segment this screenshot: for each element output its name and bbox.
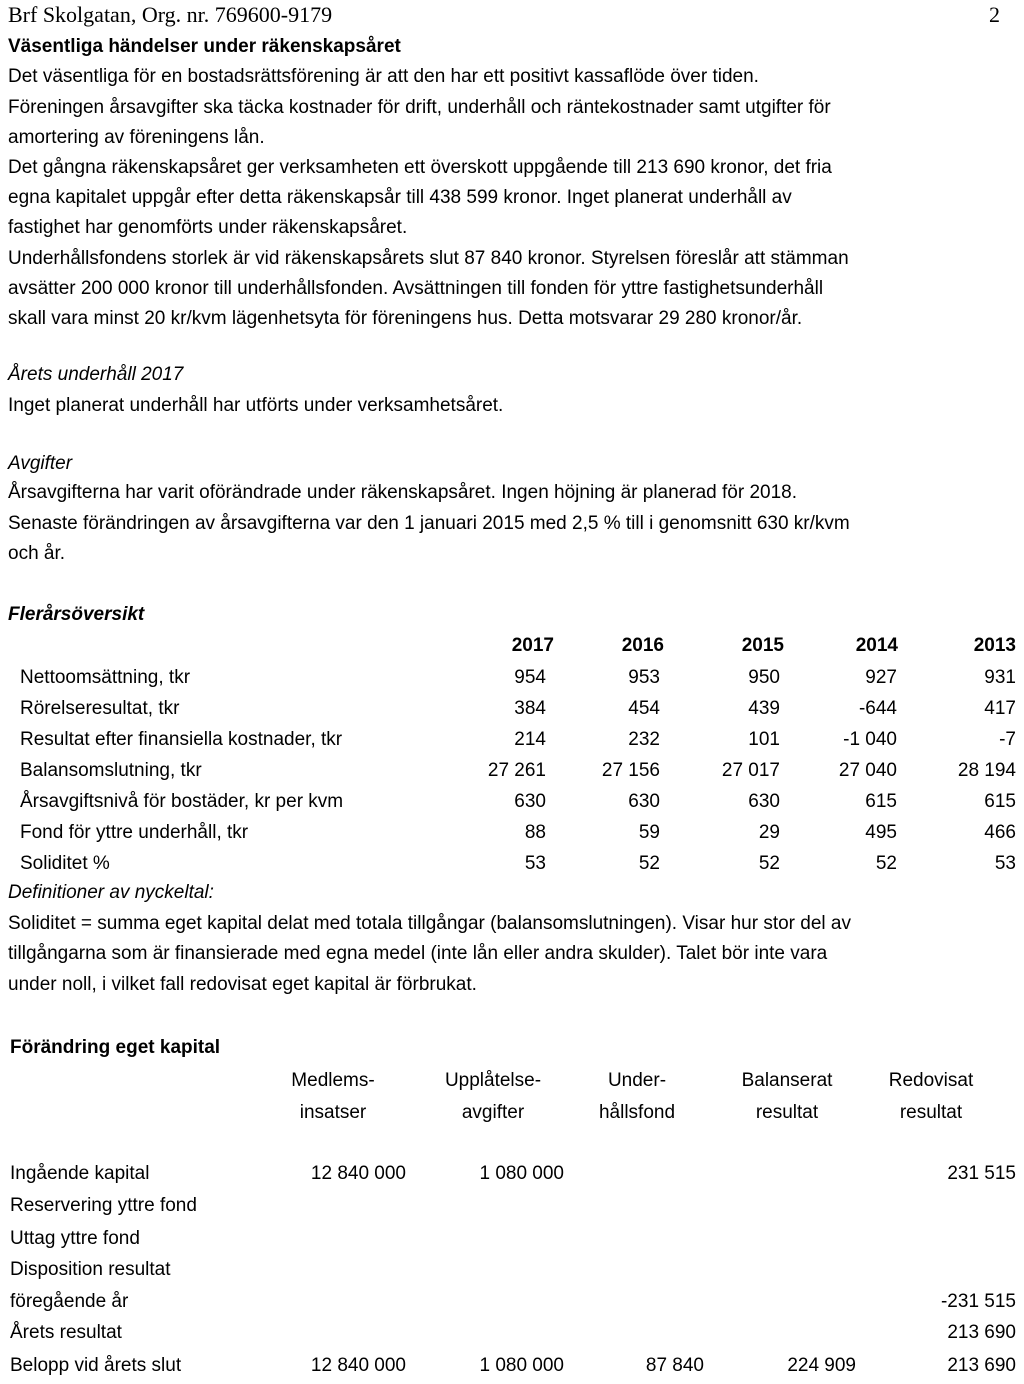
overview-heading: Flerårsöversikt (8, 604, 145, 625)
row-label: föregående år (10, 1291, 129, 1312)
cell: 224 909 (787, 1355, 856, 1376)
cell: 101 (748, 729, 780, 750)
cell: -7 (999, 729, 1016, 750)
cell: 1 080 000 (479, 1355, 564, 1376)
cell: 953 (628, 667, 660, 688)
cell: 954 (514, 667, 546, 688)
fees-heading: Avgifter (8, 453, 73, 474)
row-label: Belopp vid årets slut (10, 1355, 182, 1376)
equity-col-header: Medlems- (291, 1070, 375, 1091)
cell: 29 (758, 822, 780, 843)
cell: 1 080 000 (479, 1163, 564, 1184)
cell: 615 (984, 791, 1016, 812)
organization-header: Brf Skolgatan, Org. nr. 769600-9179 (8, 2, 333, 27)
cell: 88 (524, 822, 546, 843)
definitions-heading: Definitioner av nyckeltal: (8, 882, 214, 903)
events-line: egna kapitalet uppgår efter detta räkenskapsår till 438 599 kronor. Inget planerat underhåll av (8, 187, 792, 208)
cell: 27 156 (601, 760, 660, 781)
equity-col-header: avgifter (461, 1102, 525, 1123)
year-header: 2017 (511, 635, 554, 656)
events-line: Det gångna räkenskapsåret ger verksamheten ett överskott uppgående till 213 690 kronor, det fria (8, 157, 832, 178)
fees-line: Årsavgifterna har varit oförändrade under räkenskapsåret. Ingen höjning är planerad för 2018. (8, 482, 797, 503)
cell: 384 (514, 698, 546, 719)
row-label: Resultat efter finansiella kostnader, tkr (20, 729, 343, 750)
definitions-line: Soliditet = summa eget kapital delat med totala tillgångar (balansomslutningen). Visar hur stor del av (8, 913, 851, 934)
fees-line: Senaste förändringen av årsavgifterna var den 1 januari 2015 med 2,5 % till i genomsnitt 630 kr/kvm (8, 513, 850, 534)
equity-col-header: Under- (607, 1070, 667, 1091)
equity-col-header: Upplåtelse- (444, 1070, 542, 1091)
equity-heading: Förändring eget kapital (10, 1037, 221, 1058)
year-header: 2013 (973, 635, 1016, 656)
cell: 87 840 (645, 1355, 704, 1376)
cell: -1 040 (843, 729, 897, 750)
row-label: Årsavgiftsnivå för bostäder, kr per kvm (20, 791, 344, 812)
cell: 232 (628, 729, 660, 750)
events-line: Föreningen årsavgifter ska täcka kostnader för drift, underhåll och räntekostnader samt utgifter för (8, 97, 831, 118)
equity-col-header: resultat (899, 1102, 963, 1123)
cell: 59 (638, 822, 660, 843)
events-line: Underhållsfondens storlek är vid räkenskapsårets slut 87 840 kronor. Styrelsen föreslår att stämman (8, 248, 849, 269)
cell: 53 (994, 853, 1016, 874)
cell: 28 194 (957, 760, 1016, 781)
row-label: Uttag yttre fond (10, 1228, 140, 1249)
cell: 454 (628, 698, 660, 719)
row-label: Disposition resultat (10, 1259, 171, 1280)
cell: 213 690 (947, 1322, 1016, 1343)
cell: 931 (984, 667, 1016, 688)
row-label: Fond för yttre underhåll, tkr (20, 822, 249, 843)
cell: 52 (638, 853, 660, 874)
cell: 630 (514, 791, 546, 812)
cell: 27 017 (721, 760, 780, 781)
cell: 927 (865, 667, 897, 688)
cell: 27 261 (487, 760, 546, 781)
cell: 214 (514, 729, 546, 750)
cell: 52 (875, 853, 897, 874)
cell: 213 690 (947, 1355, 1016, 1376)
row-label: Reservering yttre fond (10, 1195, 197, 1216)
cell: 466 (984, 822, 1016, 843)
events-line: Det väsentliga för en bostadsrättsförening är att den har ett positivt kassaflöde över tiden. (8, 66, 759, 87)
year-header: 2014 (855, 635, 898, 656)
row-label: Soliditet % (20, 853, 110, 874)
year-header: 2016 (621, 635, 664, 656)
equity-col-header: Balanserat (741, 1070, 833, 1091)
equity-col-header: resultat (755, 1102, 819, 1123)
fees-line: och år. (8, 543, 66, 564)
maintenance-text: Inget planerat underhåll har utförts under verksamhetsåret. (8, 395, 504, 416)
cell: 630 (748, 791, 780, 812)
events-line: fastighet har genomförts under räkenskapsåret. (8, 217, 408, 238)
cell: 950 (748, 667, 780, 688)
cell: -231 515 (940, 1291, 1016, 1312)
definitions-line: tillgångarna som är finansierade med egna medel (inte lån eller andra skulder). Talet bör inte vara (8, 943, 828, 964)
cell: 52 (758, 853, 780, 874)
cell: 231 515 (947, 1163, 1016, 1184)
events-line: avsätter 200 000 kronor till underhållsfonden. Avsättningen till fonden för yttre fastighetsunderhåll (8, 278, 824, 299)
cell: 495 (865, 822, 897, 843)
events-line: skall vara minst 20 kr/kvm lägenhetsyta för föreningens hus. Detta motsvarar 29 280 kronor/år. (8, 308, 803, 329)
equity-col-header: hållsfond (598, 1102, 676, 1123)
cell: 53 (524, 853, 546, 874)
cell: -644 (858, 698, 897, 719)
equity-col-header: insatser (299, 1102, 367, 1123)
year-header: 2015 (741, 635, 784, 656)
cell: 615 (865, 791, 897, 812)
cell: 27 040 (838, 760, 897, 781)
cell: 417 (984, 698, 1016, 719)
cell: 12 840 000 (310, 1355, 406, 1376)
cell: 630 (628, 791, 660, 812)
row-label: Nettoomsättning, tkr (20, 667, 191, 688)
events-heading: Väsentliga händelser under räkenskapsåret (8, 36, 401, 57)
page-number: 2 (989, 2, 1000, 27)
events-line: amortering av föreningens lån. (8, 127, 265, 148)
row-label: Balansomslutning, tkr (20, 760, 202, 781)
cell: 12 840 000 (310, 1163, 406, 1184)
maintenance-heading: Årets underhåll 2017 (8, 364, 184, 385)
cell: 439 (748, 698, 780, 719)
row-label: Rörelseresultat, tkr (20, 698, 180, 719)
definitions-line: under noll, i vilket fall redovisat eget kapital är förbrukat. (8, 974, 477, 995)
equity-col-header: Redovisat (888, 1070, 974, 1091)
row-label: Ingående kapital (10, 1163, 150, 1184)
row-label: Årets resultat (10, 1322, 122, 1343)
